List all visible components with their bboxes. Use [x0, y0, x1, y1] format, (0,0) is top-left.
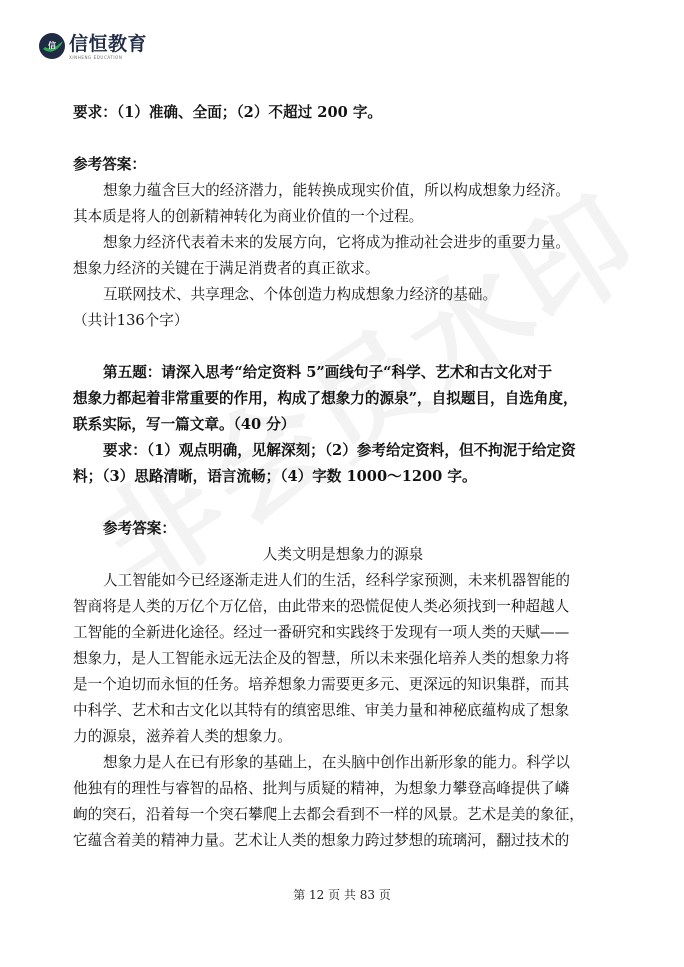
essay-reference-label: 参考答案：: [103, 520, 176, 537]
question5-line-2: 想象力都起着非常重要的作用，构成了想象力的源泉”，自拟题目，自选角度，: [73, 390, 578, 407]
essay-p1-line: 想象力，是人工智能永远无法企及的智慧，所以未来强化培养人类的想象力将: [73, 650, 570, 667]
question5-line-1: 第五题：请深入思考“给定资料 5”画线句子“科学、艺术和古文化对于: [103, 364, 553, 381]
essay-title: 人类文明是想象力的源泉: [262, 546, 424, 563]
answer4-line-3: 想象力经济代表着未来的发展方向，它将成为推动社会进步的重要力量。: [103, 234, 571, 251]
logo-icon: [38, 32, 66, 60]
essay-p2-line: 他独有的理性与睿智的品格、批判与质疑的精神，为想象力攀登高峰提供了嶙: [73, 780, 570, 797]
svg-text:信: 信: [48, 41, 56, 50]
answer4-line-2: 其本质是将人的创新精神转化为商业价值的一个过程。: [73, 208, 424, 225]
essay-p1-line: 中科学、艺术和古文化以其特有的缜密思维、审美力量和神秘底蕴构成了想象: [73, 702, 570, 719]
essay-p1-line: 是一个迫切而永恒的任务。培养想象力需要更多元、更深远的知识集群，而其: [73, 676, 570, 693]
answer4-reference-label: 参考答案：: [73, 156, 146, 173]
spacer: [73, 334, 613, 360]
question5-requirement-line-2: 料；（3）思路清晰，语言流畅；（4）字数 1000～1200 字。: [73, 468, 477, 485]
brand-logo: [38, 30, 147, 62]
question5-line-3: 联系实际，写一篇文章。（40 分）: [73, 416, 296, 433]
essay-p2-line: 它蕴含着美的精神力量。艺术让人类的想象力跨过梦想的琉璃河，翻过技术的: [73, 832, 570, 849]
answer4-line-5: 互联网技术、共享理念、个体创造力构成想象力经济的基础。: [103, 286, 498, 303]
spacer: [73, 490, 613, 516]
document-body: [73, 100, 613, 854]
answer4-line-4: 想象力经济的关键在于满足消费者的真正欲求。: [73, 260, 380, 277]
logo-subtext: XINHENG EDUCATION: [69, 54, 123, 60]
essay-p1-line: 智商将是人类的万亿个万亿倍，由此带来的恐慌促使人类必须找到一种超越人: [73, 598, 570, 615]
answer4-requirement: 要求：（1）准确、全面；（2）不超过 200 字。: [73, 104, 383, 121]
essay-p1-line: 力的源泉，滋养着人类的想象力。: [73, 728, 292, 745]
answer4-char-count: （共计136个字）: [73, 312, 189, 329]
essay-p2-line: 峋的突石，沿着每一个突石攀爬上去都会看到不一样的风景。艺术是美的象征，: [73, 806, 584, 823]
answer4-line-1: 想象力蕴含巨大的经济潜力，能转换成现实价值，所以构成想象力经济。: [103, 182, 571, 199]
essay-p1-line: 工智能的全新进化途径。经过一番研究和实践终于发现有一项人类的天赋——: [73, 624, 570, 641]
page-number: 第 12 页 共 83 页: [293, 888, 391, 902]
question5-requirement-line-1: 要求：（1）观点明确，见解深刻；（2）参考给定资料，但不拘泥于给定资: [103, 442, 576, 459]
logo-text-group: [69, 33, 147, 60]
logo-name: 信恒教育: [69, 32, 148, 55]
spacer: [73, 126, 613, 152]
essay-p1-line: 人工智能如今已经逐渐走进人们的生活，经科学家预测，未来机器智能的: [103, 572, 571, 589]
essay-p2-line: 想象力是人在已有形象的基础上，在头脑中创作出新形象的能力。科学以: [103, 754, 571, 771]
